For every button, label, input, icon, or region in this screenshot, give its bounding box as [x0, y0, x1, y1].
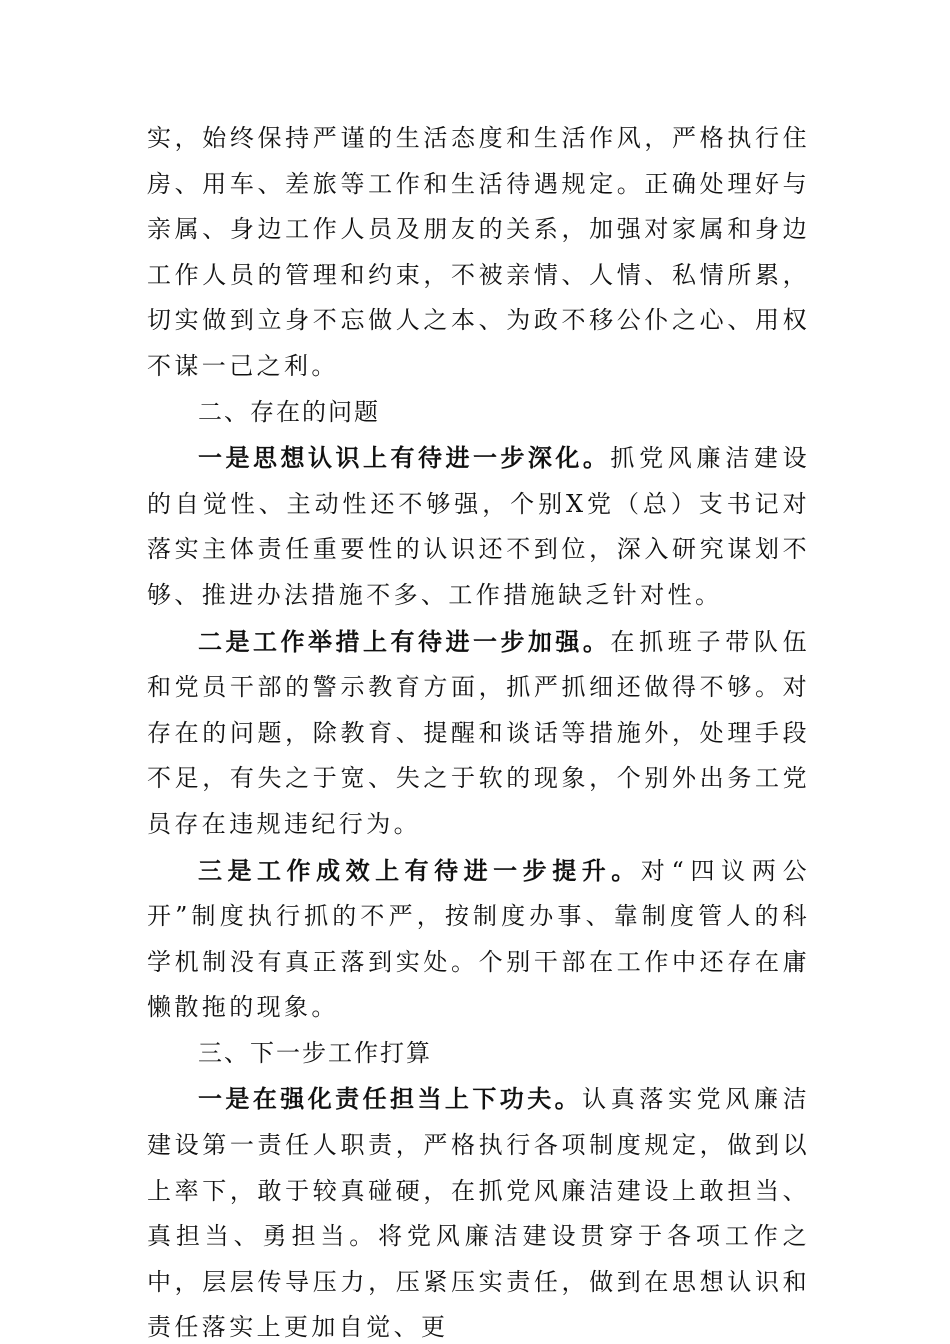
paragraph-problem-3: [147, 848, 810, 1031]
paragraph-lead: 一是思想认识上有待进一步深化。: [198, 443, 611, 473]
document-body: [147, 116, 810, 1344]
paragraph-text: 抓党风廉洁建设的自觉性、主动性还不够强，个别X党（总）支书记对落实主体责任重要性的认识还不到位，深入研究谋划不够、推进办法措施不多、工作措施缺乏针对性。: [147, 444, 810, 609]
heading-text: 三、下一步工作打算: [198, 1038, 432, 1067]
heading-text: 二、存在的问题: [198, 397, 380, 426]
paragraph-text: 实，始终保持严谨的生活态度和生活作风，严格执行住房、用车、差旅等工作和生活待遇规定。正确处理好与亲属、身边工作人员及朋友的关系，加强对家属和身边工作人员的管理和约束，不被亲情、人情、私情所累，切实做到立身不忘做人之本、为政不移公仆之心、用权不谋一己之利。: [147, 124, 810, 380]
paragraph-plan-1: [147, 1076, 810, 1344]
paragraph-lead: 三是工作成效上有待进一步提升。: [198, 855, 641, 885]
paragraph-text: 在抓班子带队伍和党员干部的警示教育方面，抓严抓细还做得不够。对存在的问题，除教育、提醒和谈话等措施外，处理手段不足，有失之于宽、失之于软的现象，个别外出务工党员存在违规违纪行为。: [147, 627, 810, 838]
paragraph-problem-2: [147, 619, 810, 848]
paragraph-text: 认真落实党风廉洁建设第一责任人职责，严格执行各项制度规定，做到以上率下，敢于较真碰硬，在抓党风廉洁建设上敢担当、真担当、勇担当。将党风廉洁建设贯穿于各项工作之中，层层传导压力，压紧压实责任，做到在思想认识和责任落实上更加自觉、更: [147, 1085, 810, 1342]
paragraph-continuation: [147, 116, 810, 390]
paragraph-lead: 一是在强化责任担当上下功夫。: [198, 1084, 583, 1114]
section-heading-next-steps: [147, 1031, 810, 1077]
section-heading-problems: [147, 390, 810, 436]
paragraph-text: 对“四议两公开”制度执行抓的不严，按制度办事、靠制度管人的科学机制没有真正落到实处。个别干部在工作中还存在庸懒散拖的现象。: [147, 856, 811, 1022]
paragraph-problem-1: [147, 435, 810, 618]
paragraph-lead: 二是工作举措上有待进一步加强。: [198, 626, 611, 656]
